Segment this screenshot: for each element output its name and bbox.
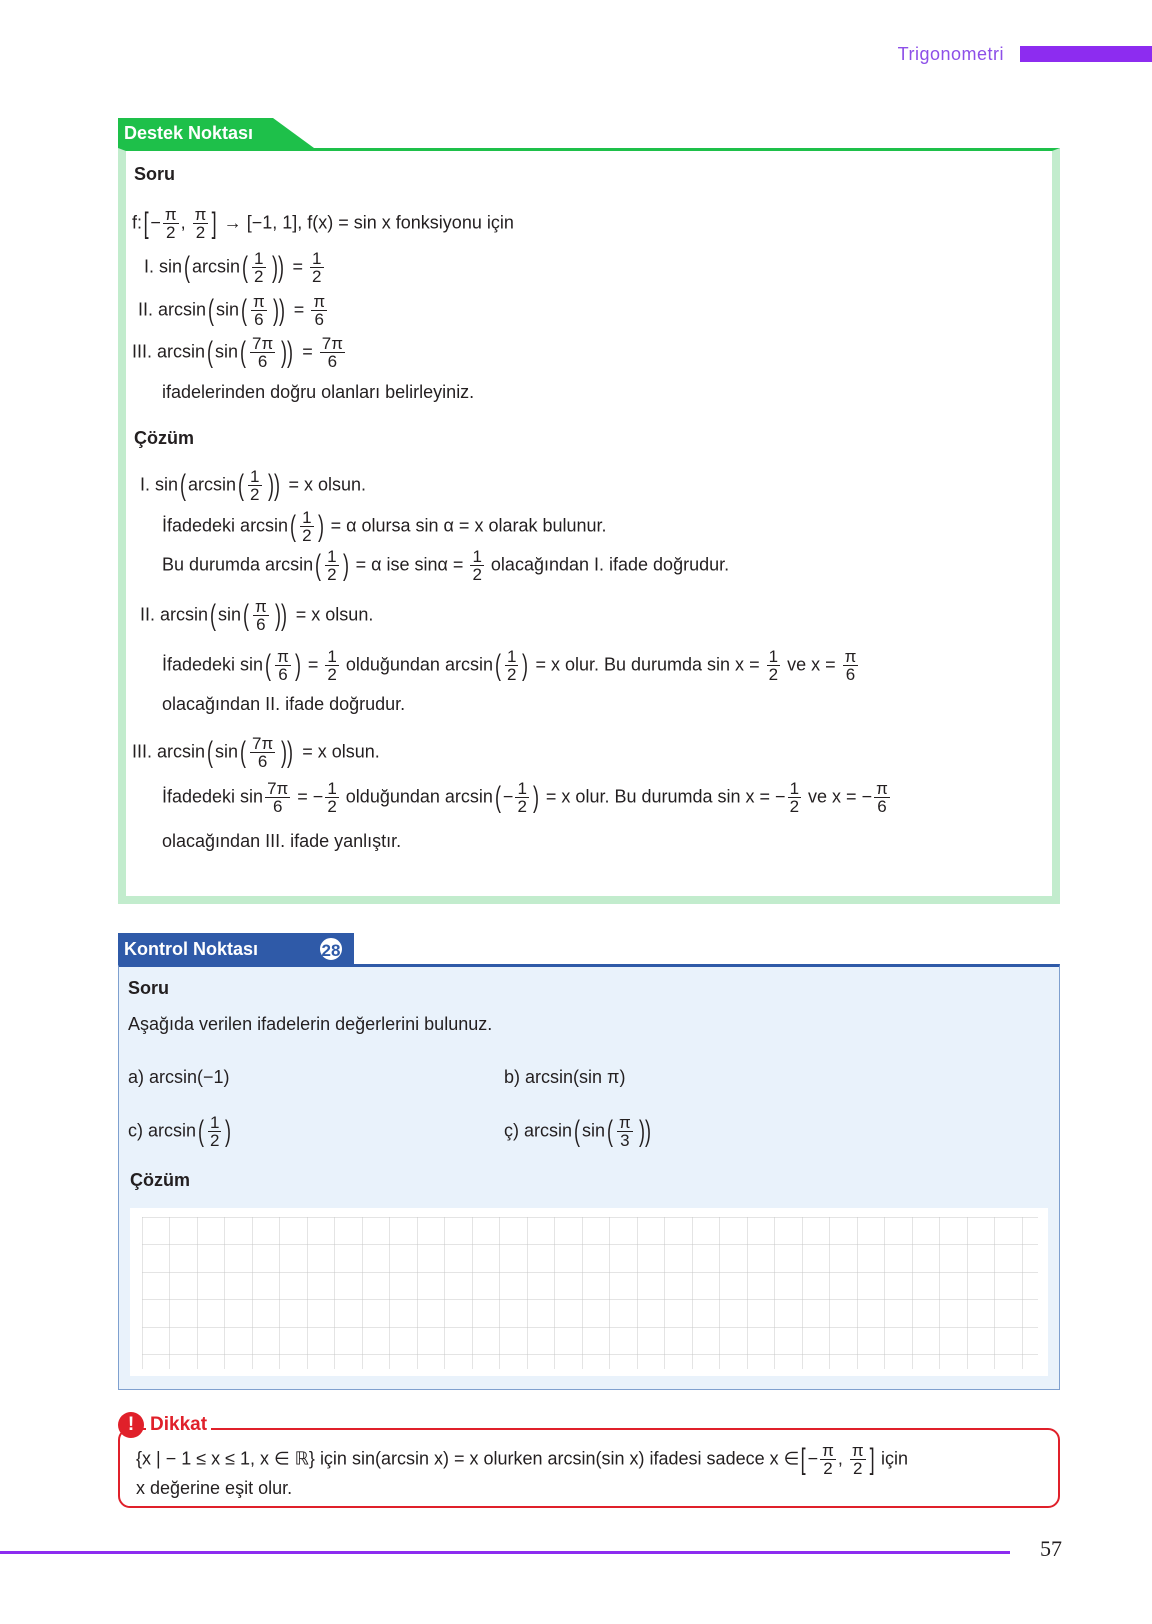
cozum-1-line-3: Bu durumda arcsin( $\frac{1}{2}$ ) = α ise sinα = $\frac{1}{2}$ olacağından I. ifade doğrudur. — [162, 547, 730, 584]
dikkat-line-2: x değerine eşit olur. — [136, 1478, 293, 1498]
soru-item-3: III. arcsin( sin( $\frac{7\pi}{6}$ )) = $\frac{7\pi}{6}$ — [132, 334, 343, 371]
soru-instruction: ifadelerinden doğru olanları belirleyiniz. — [162, 382, 475, 402]
destek-cozum-title: Çözüm — [134, 428, 194, 448]
chapter-bar — [1020, 46, 1152, 62]
function-definition: f:[− $\frac{\pi}{2}$ , $\frac{\pi}{2}$ ] → [−1, 1], f(x) = sin x fonksiyonu için — [132, 205, 514, 242]
kontrol-cozum-title: Çözüm — [130, 1170, 190, 1190]
kontrol-item-a: a) arcsin(−1) — [128, 1067, 230, 1087]
page-number: 57 — [1040, 1536, 1062, 1561]
cozum-3-line-1: III. arcsin( sin( $\frac{7\pi}{6}$ )) = x olsun. — [132, 734, 380, 771]
chapter-title: Trigonometri — [897, 44, 1004, 64]
dikkat-label: Dikkat — [146, 1414, 211, 1436]
cozum-3-line-2: İfadedeki sin $\frac{7\pi}{6}$ = − $\frac{1}{2}$ olduğundan arcsin( − $\frac{1}{2}$ ) = x olur. Bu durumda sin x = − $\frac{1}{2}$ ve x = − $\frac{\pi}{6}$ — [162, 779, 888, 816]
destek-soru-title: Soru — [134, 164, 176, 184]
soru-item-2: II. arcsin( sin( $\frac{\pi}{6}$ )) = $\frac{\pi}{6}$ — [138, 292, 326, 329]
dikkat-line-1: {x | − 1 ≤ x ≤ 1, x ∈ ℝ} için sin(arcsin x) = x olurken arcsin(sin x) ifadesi sadece x ∈[− $\frac{\pi}{2}$ , $\frac{\pi}{2}$ ] için — [136, 1441, 909, 1478]
cozum-2-line-1: II. arcsin( sin( $\frac{\pi}{6}$ )) = x olsun. — [140, 597, 374, 634]
cozum-3-line-3: olacağından III. ifade yanlıştır. — [162, 831, 402, 851]
cozum-1-line-2: İfadedeki arcsin( $\frac{1}{2}$ ) = α olursa sin α = x olarak bulunur. — [162, 508, 607, 545]
soru-item-1: I. sin( arcsin( $\frac{1}{2}$ )) = $\frac{1}{2}$ — [144, 249, 322, 286]
answer-grid[interactable] — [130, 1208, 1048, 1376]
destek-tab — [118, 118, 318, 148]
cozum-2-line-3: olacağından II. ifade doğrudur. — [162, 694, 406, 714]
kontrol-tab-label: Kontrol Noktası — [124, 939, 259, 959]
exclamation-icon: ! — [118, 1412, 144, 1438]
cozum-1-line-1: I. sin( arcsin( $\frac{1}{2}$ )) = x olsun. — [140, 467, 367, 504]
kontrol-tab — [118, 933, 354, 965]
kontrol-soru-title: Soru — [128, 978, 170, 998]
kontrol-instruction: Aşağıda verilen ifadelerin değerlerini bulunuz. — [128, 1014, 493, 1034]
cozum-2-line-2: İfadedeki sin( $\frac{\pi}{6}$ ) = $\frac{1}{2}$ olduğundan arcsin( $\frac{1}{2}$ ) = x olur. Bu durumda sin x = $\frac{1}{2}$ ve x = $\frac{\pi}{6}$ — [162, 647, 857, 684]
kontrol-item-c: c) arcsin( $\frac{1}{2}$ ) — [128, 1113, 232, 1150]
footer-line — [0, 1551, 1010, 1554]
kontrol-number-badge: 28 — [318, 936, 344, 962]
kontrol-item-b: b) arcsin(sin π) — [504, 1067, 626, 1087]
kontrol-item-cc: ç) arcsin( sin( $\frac{\pi}{3}$ )) — [504, 1113, 651, 1150]
destek-tab-label: Destek Noktası — [124, 123, 254, 143]
